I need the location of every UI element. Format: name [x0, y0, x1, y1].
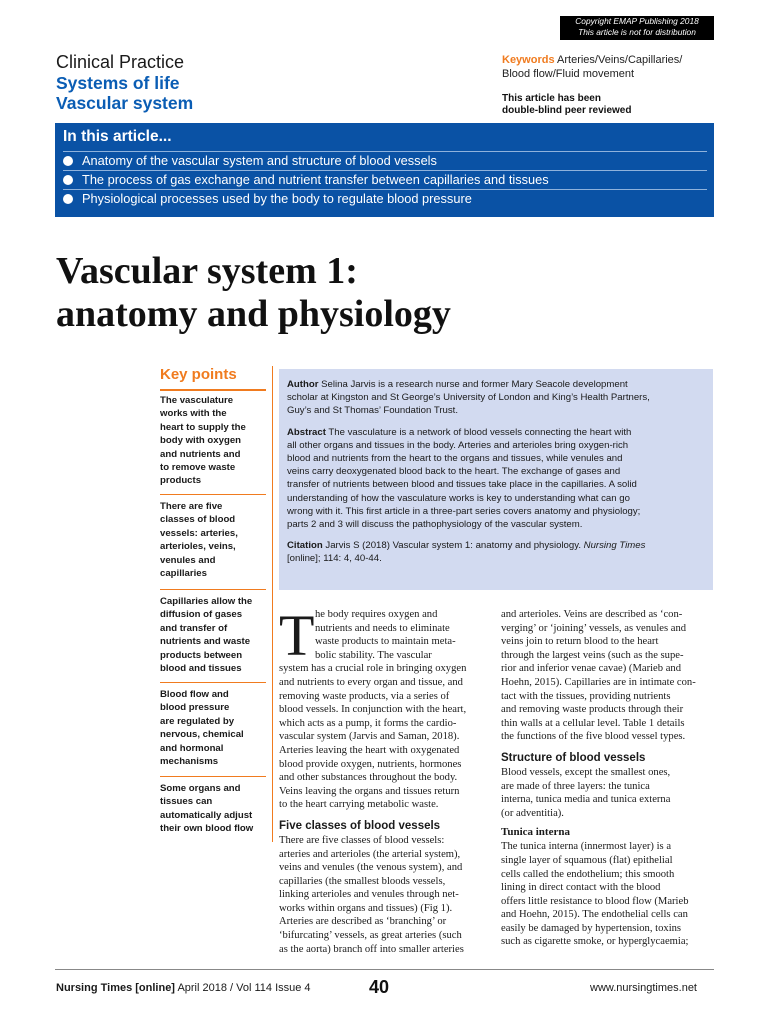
abstract-label: Abstract: [287, 426, 326, 438]
article-topic-item: [63, 170, 707, 188]
abstract-text: blood and nutrients from the heart to the organs and tissues, while venules and: [287, 453, 623, 465]
article-topic-item: [63, 189, 707, 207]
key-point-rule: [160, 494, 266, 495]
key-point-line: venules and: [160, 554, 216, 566]
distribution-notice: This article is not for distribution: [578, 27, 696, 37]
series-heading: [56, 52, 193, 113]
citation-text: [online]; 114: 4, 40-44.: [287, 553, 382, 565]
key-point-line: Capillaries allow the: [160, 596, 253, 607]
key-point-line: body with oxygen: [160, 435, 242, 447]
key-point-rule: [160, 682, 266, 683]
body-text-line: Hoehn, 2015). Capillaries are in intimate con-: [501, 676, 696, 688]
author-text: scholar at Kingston and St George’s University of London and King’s Health Partners,: [287, 392, 650, 404]
body-column-1: [279, 603, 491, 956]
key-point-line: diffusion of gases: [160, 609, 243, 621]
body-text-line: There are five classes of blood vessels:: [279, 834, 445, 846]
body-text-line: are made of three layers: the tunica: [501, 780, 650, 792]
body-text-line: offers little resistance to blood flow (Marieb: [501, 895, 689, 907]
body-text-line: easily be damaged by hypertension, toxins: [501, 922, 682, 934]
article-title-line-2: anatomy and physiology: [56, 293, 451, 335]
key-point-line: heart to supply the: [160, 421, 246, 433]
body-text-line: rior and inferior venae cavae) (Marieb and: [501, 663, 681, 675]
body-text-line: The tunica interna (innermost layer) is a: [501, 841, 672, 853]
body-text-line: and Hoehn, 2015). The endothelial cells can: [501, 909, 688, 921]
key-point-line: nutrients and waste: [160, 636, 251, 648]
citation-paragraph: [287, 539, 705, 565]
key-points-divider: [272, 366, 273, 842]
body-text-line: blood provide oxygen, nutrients, hormones: [279, 758, 462, 770]
key-point-line: capillaries: [160, 568, 207, 580]
abstract-text: transfer of nutrients between blood and tissues take place in the capillaries. A solid: [287, 479, 637, 491]
keywords: [502, 53, 724, 81]
section-label: Clinical Practice: [56, 52, 185, 72]
author-label: Author: [287, 379, 319, 390]
article-topic-item: [63, 151, 707, 169]
body-column-2: [501, 608, 713, 949]
body-text-line: Blood vessels, except the smallest ones,: [501, 766, 671, 778]
key-point-line: arterioles, veins,: [160, 541, 236, 553]
body-text-line: and other substances throughout the body.: [279, 772, 458, 784]
body-text-line: interna, tunica media and tunica externa: [501, 794, 671, 806]
body-text-line: blood vessels. In conjunction with the heart,: [279, 704, 467, 716]
section-heading-structure: Structure of blood vessels: [501, 751, 646, 764]
body-text-line: removing waste products, via a series of: [279, 690, 450, 702]
bullet-icon: [63, 175, 73, 185]
key-point-rule: [160, 776, 266, 777]
key-point-line: vessels: arteries,: [160, 527, 238, 539]
body-text-line: and nutrients to every organ and tissue, and: [279, 676, 463, 688]
key-point-line: products: [160, 475, 202, 487]
footer-journal: [56, 982, 311, 994]
key-point-rule: [160, 589, 266, 590]
key-point-line: works with the: [160, 408, 227, 420]
keywords-line-2: Blood flow/Fluid movement: [502, 68, 635, 80]
body-text-line: he body requires oxygen and: [315, 609, 438, 620]
body-text-line: veins join to return blood to the heart: [501, 636, 659, 648]
abstract-text: wrong with it. This first article in a three-part series covers anatomy and physiology;: [287, 505, 641, 517]
in-this-article-heading: In this article...: [63, 128, 172, 145]
article-title: [56, 250, 451, 336]
body-text-line: to the heart carrying metabolic waste.: [279, 799, 439, 811]
footer-rule: [55, 969, 714, 970]
subsection-label: Systems of life: [56, 73, 180, 93]
key-point-line: blood pressure: [160, 702, 230, 714]
author-abstract-box: [279, 369, 713, 590]
article-topic-text: The process of gas exchange and nutrient transfer between capillaries and tissues: [82, 172, 549, 187]
section-heading-five-classes: Five classes of blood vessels: [279, 819, 441, 832]
author-text: Selina Jarvis is a research nurse and former Mary Seacole development: [321, 379, 628, 390]
body-text-line: capillaries (the smallest bloods vessels,: [279, 875, 446, 887]
abstract-text: parts 2 and 3 will discuss the pathophysiology of the vascular system.: [287, 519, 583, 531]
key-point-line: There are five: [160, 501, 223, 512]
body-text-line: veins and venules (the venous system), and: [279, 862, 463, 874]
key-point-line: tissues can: [160, 796, 213, 808]
key-point: [160, 595, 270, 675]
citation-text: Jarvis S (2018) Vascular system 1: anatomy and physiology.: [325, 540, 581, 552]
body-text-line: arteries and arterioles (the arterial system),: [279, 848, 461, 860]
body-text-line: ‘bifurcating’ vessels, as great arteries (such: [279, 930, 462, 942]
body-text-line: Arteries leaving the heart with oxygenated: [279, 744, 460, 756]
abstract-paragraph: [287, 426, 705, 532]
body-text-line: works within organs and tissues) (Fig 1).: [279, 902, 453, 914]
article-title-line-1: Vascular system 1:: [56, 250, 358, 292]
key-point-line: Some organs and: [160, 783, 241, 794]
body-text-line: Arteries are described as ‘branching’ or: [279, 916, 447, 928]
body-text-line: tact with the tissues, providing nutrients: [501, 690, 671, 702]
in-this-article-box: [55, 123, 714, 217]
abstract-text: veins carry deoxygenated blood back to the heart. The exchange of gases and: [287, 466, 621, 478]
copyright-line: Copyright EMAP Publishing 2018: [575, 16, 699, 26]
journal-name: Nursing Times [online]: [56, 982, 175, 994]
page-number: 40: [369, 977, 390, 997]
key-point-line: nervous, chemical: [160, 729, 244, 741]
key-point-line: classes of blood: [160, 514, 236, 526]
article-topic-text: Physiological processes used by the body to regulate blood pressure: [82, 191, 472, 206]
body-text-line: which acts as a pump, it forms the cardio-: [279, 717, 457, 729]
body-text-line: Veins leaving the organs and tissues return: [279, 785, 460, 797]
body-text-line: verging’ or ‘joining’ vessels, as venules and: [501, 622, 687, 634]
body-text-line: bolic stability. The vascular: [315, 649, 432, 661]
peer-review-note: [502, 93, 702, 117]
key-point-line: automatically adjust: [160, 809, 253, 821]
key-points-heading: Key points: [160, 366, 237, 383]
key-point-line: The vasculature: [160, 395, 234, 406]
key-point: [160, 782, 270, 836]
body-text-line: through the largest veins (such as the supe-: [501, 649, 684, 661]
key-point-line: and hormonal: [160, 742, 224, 754]
peer-review-line-1: This article has been: [502, 93, 601, 104]
keywords-line-1: Arteries/Veins/Capillaries/: [557, 54, 683, 66]
citation-label: Citation: [287, 540, 323, 552]
key-point-rule: [160, 389, 266, 391]
bullet-icon: [63, 156, 73, 166]
abstract-text: all other organs and tissues in the body. Arteries and arterioles bring oxygen-rich: [287, 439, 629, 451]
body-text-line: system has a crucial role in bringing oxygen: [279, 663, 467, 675]
key-point-line: and nutrients and: [160, 448, 241, 460]
key-point: [160, 394, 270, 488]
body-text-line: such as cigarette smoke, or hyperglycaemia;: [501, 936, 689, 948]
body-text-line: lining in direct contact with the blood: [501, 882, 661, 894]
citation-journal: Nursing Times: [583, 540, 646, 552]
abstract-text: understanding of how the vasculature works is key to understanding what can go: [287, 492, 630, 504]
key-point-line: products between: [160, 649, 243, 661]
author-text: Guy’s and St Thomas’ Foundation Trust.: [287, 405, 459, 417]
key-point-line: Blood flow and: [160, 689, 229, 700]
key-point: [160, 688, 270, 768]
bullet-icon: [63, 194, 73, 204]
abstract-text: The vasculature is a network of blood vessels connecting the heart with: [328, 426, 632, 438]
body-text-line: linking arterioles and venules through net-: [279, 889, 459, 901]
key-point: [160, 500, 270, 580]
key-point-line: are regulated by: [160, 715, 235, 727]
body-text-line: and removing waste products through their: [501, 704, 684, 716]
body-text-line: cells called the endothelium; this smooth: [501, 868, 675, 880]
website-url: www.nursingtimes.net: [590, 982, 697, 994]
key-point-line: to remove waste: [160, 462, 236, 474]
body-text-line: nutrients and needs to eliminate: [315, 622, 450, 634]
subsection-heading-tunica-interna: Tunica interna: [501, 826, 570, 839]
key-point-line: their own blood flow: [160, 823, 254, 835]
author-paragraph: [287, 378, 705, 418]
article-topic-text: Anatomy of the vascular system and structure of blood vessels: [82, 153, 437, 168]
body-text-line: and arterioles. Veins are described as ‘con-: [501, 609, 683, 620]
key-point-line: blood and tissues: [160, 663, 242, 675]
key-point-line: mechanisms: [160, 756, 219, 768]
body-text-line: the functions of the five blood vessel types.: [501, 731, 686, 743]
peer-review-line-2: double-blind peer reviewed: [502, 105, 632, 116]
copyright-notice: [560, 16, 714, 40]
body-text-line: vascular system (Jarvis and Saman, 2018).: [279, 731, 460, 743]
body-text-line: thin walls at a cellular level. Table 1 details: [501, 717, 685, 729]
key-point-line: and transfer of: [160, 622, 228, 634]
issue-info: April 2018 / Vol 114 Issue 4: [177, 982, 311, 994]
keywords-label: Keywords: [502, 54, 555, 66]
topic-label: Vascular system: [56, 93, 194, 113]
body-text-line: single layer of squamous (flat) epithelial: [501, 854, 673, 866]
body-text-line: waste products to maintain meta-: [315, 636, 456, 648]
body-text-line: (or adventitia).: [501, 807, 564, 819]
drop-cap: T: [279, 603, 315, 668]
body-text-line: as the aorta) branch off into smaller arteries: [279, 943, 464, 955]
